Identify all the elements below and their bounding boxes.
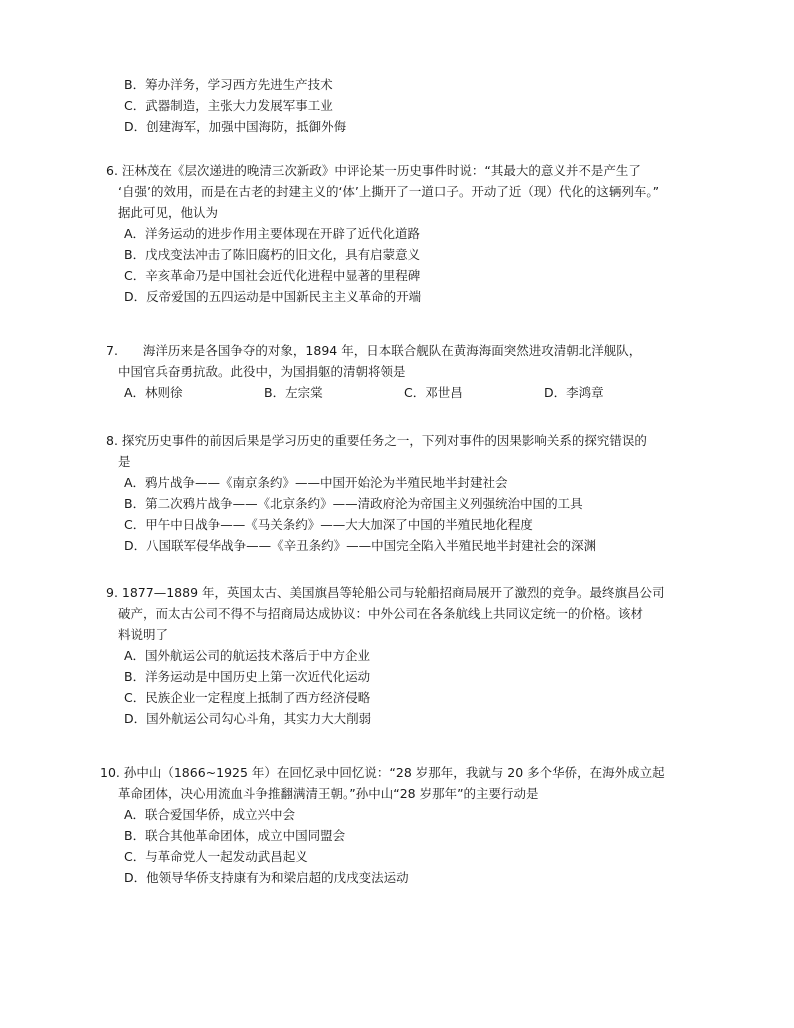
q7-stem-line: 7. 海洋历来是各国争夺的对象，1894 年，日本联合舰队在黄海海面突然进攻清朝北洋舰队，	[106, 343, 642, 358]
q7-option-a: A．林则徐	[124, 385, 183, 400]
q8-option-d: D．八国联军侵华战争——《辛丑条约》——中国完全陷入半殖民地半封建社会的深渊	[124, 538, 597, 553]
q6-option-d: D．反帝爱国的五四运动是中国新民主主义革命的开端	[124, 289, 422, 304]
q6-option-a: A．洋务运动的进步作用主要体现在开辟了近代化道路	[124, 226, 421, 241]
q8-option-a: A．鸦片战争——《南京条约》——中国开始沦为半殖民地半封建社会	[124, 475, 508, 490]
q6-option-b: B．戊戌变法冲击了陈旧腐朽的旧文化，具有启蒙意义	[124, 247, 421, 262]
q8-option-c: C．甲午中日战争——《马关条约》——大大加深了中国的半殖民地化程度	[124, 517, 533, 532]
q8-stem-line: 8. 探究历史事件的前因后果是学习历史的重要任务之一，下列对事件的因果影响关系的探究错误的	[106, 433, 647, 448]
q9-stem	[106, 582, 696, 645]
q5-option-b: B．筹办洋务，学习西方先进生产技术	[124, 77, 333, 92]
q5-option-d: D．创建海军，加强中国海防，抵御外侮	[124, 119, 347, 134]
q10-option-a: A．联合爱国华侨，成立兴中会	[124, 807, 296, 822]
q7-options-row	[106, 382, 696, 403]
question-8	[106, 430, 696, 556]
q6-stem	[106, 160, 696, 223]
question-7	[106, 340, 696, 403]
q10-option-c: C．与革命党人一起发动武昌起义	[124, 849, 308, 864]
q5-option-c: C．武器制造，主张大力发展军事工业	[124, 98, 333, 113]
q7-option-b: B．左宗棠	[264, 385, 323, 400]
q6-stem-line: ‘自强’的效用，而是在古老的封建主义的‘体’上撕开了一道口子。开动了近（现）代化的这辆列车。”	[118, 184, 660, 199]
q6-stem-line: 6. 汪林茂在《层次递进的晚清三次新政》中评论某一历史事件时说：“其最大的意义并不是产生了	[106, 163, 641, 178]
q10-option-b: B．联合其他革命团体，成立中国同盟会	[124, 828, 346, 843]
q10-stem-line: 革命团体，决心用流血斗争推翻满清王朝。”孙中山“28 岁那年”的主要行动是	[118, 786, 539, 801]
q7-option-c: C．邓世昌	[404, 385, 463, 400]
q7-stem	[106, 340, 696, 382]
q7-option-d: D．李鸿章	[544, 385, 604, 400]
q10-stem-line: 10. 孙中山（1866~1925 年）在回忆录中回忆说：“28 岁那年，我就与 20 多个华侨，在海外成立起	[100, 765, 665, 780]
question-10	[100, 762, 690, 888]
question-9	[106, 582, 696, 729]
q9-option-c: C．民族企业一定程度上抵制了西方经济侵略	[124, 690, 371, 705]
q7-stem-line: 中国官兵奋勇抗敌。此役中，为国捐躯的清朝将领是	[118, 364, 406, 379]
q9-option-d: D．国外航运公司勾心斗角，其实力大大削弱	[124, 711, 372, 726]
q9-option-a: A．国外航运公司的航运技术落后于中方企业	[124, 648, 371, 663]
q9-stem-line: 料说明了	[118, 627, 169, 642]
q8-option-b: B．第二次鸦片战争——《北京条约》——清政府沦为帝国主义列强统治中国的工具	[124, 496, 583, 511]
question-6	[106, 160, 696, 307]
q10-stem	[100, 762, 690, 804]
q8-stem	[106, 430, 696, 472]
q10-option-d: D．他领导华侨支持康有为和梁启超的戊戌变法运动	[124, 870, 409, 885]
q8-stem-line: 是	[118, 454, 131, 469]
q9-option-b: B．洋务运动是中国历史上第一次近代化运动	[124, 669, 371, 684]
q6-stem-line: 据此可见，他认为	[118, 205, 219, 220]
q6-option-c: C．辛亥革命乃是中国社会近代化进程中显著的里程碑	[124, 268, 421, 283]
q9-stem-line: 9. 1877—1889 年，英国太古、美国旗昌等轮船公司与轮船招商局展开了激烈的竞争。最终旗昌公司	[106, 585, 665, 600]
q9-stem-line: 破产，而太古公司不得不与招商局达成协议：中外公司在各条航线上共同议定统一的价格。该材	[118, 606, 644, 621]
question-5-tail	[106, 74, 696, 137]
